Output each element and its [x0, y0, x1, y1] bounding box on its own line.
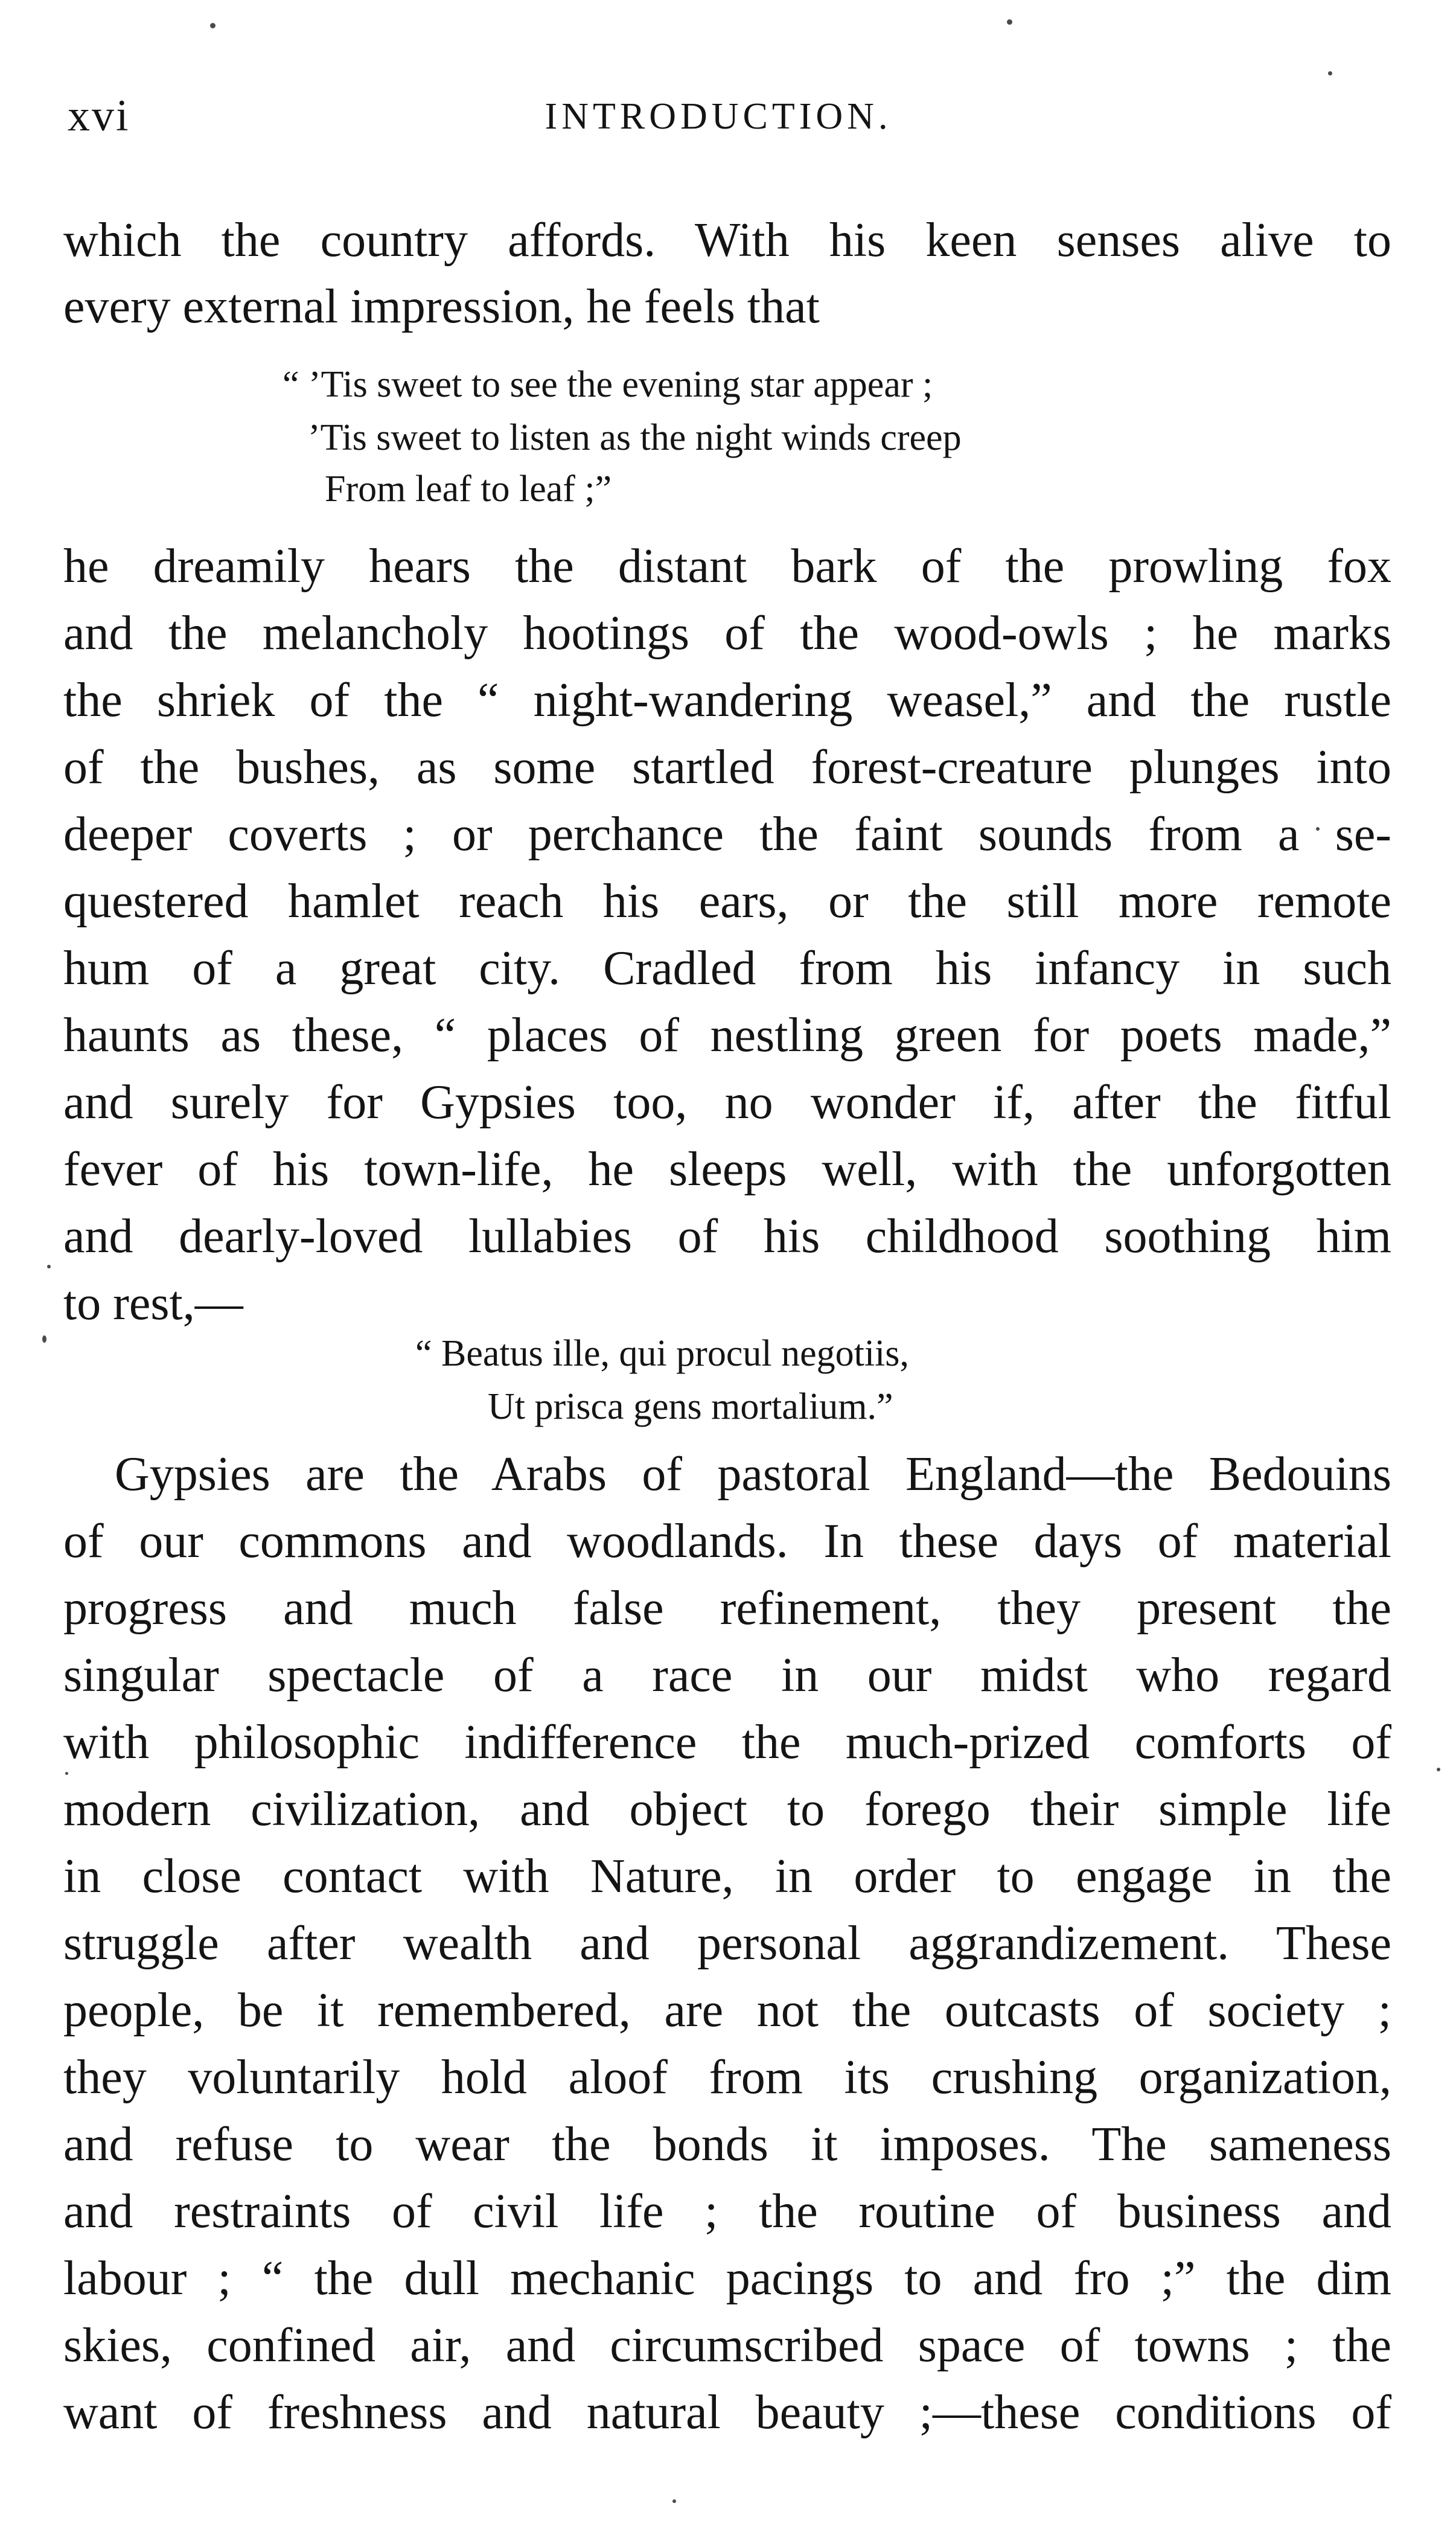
text-line: and dearly-loved lullabies of his childhood soothing him [63, 1210, 1391, 1263]
verse-line: Ut prisca gens mortalium.” [488, 1386, 893, 1427]
text-line: progress and much false refinement, they present the [63, 1582, 1391, 1635]
text-line: in close contact with Nature, in order to engage in the [63, 1850, 1391, 1903]
text-line: labour ; “ the dull mechanic pacings to and fro ;” the dim [63, 2252, 1391, 2305]
text-line: and surely for Gypsies too, no wonder if, after the fitful [63, 1076, 1391, 1129]
verse-line: “ Beatus ille, qui procul negotiis, [415, 1333, 909, 1374]
ink-speck [1007, 19, 1012, 25]
running-header [60, 91, 1376, 151]
text-line: of our commons and woodlands. In these days of material [63, 1515, 1391, 1568]
text-line: of the bushes, as some startled forest-creature plunges into [63, 741, 1391, 794]
text-line: hum of a great city. Cradled from his infancy in such [63, 942, 1391, 995]
text-line: skies, confined air, and circumscribed space of towns ; the [63, 2319, 1391, 2372]
ink-speck [1328, 71, 1332, 75]
verse-line: ’Tis sweet to listen as the night winds creep [308, 417, 962, 458]
ink-speck [1437, 1768, 1440, 1771]
text-line: the shriek of the “ night-wandering weasel,” and the rustle [63, 674, 1391, 727]
ink-speck [672, 2499, 676, 2503]
verse-line: “ ’Tis sweet to see the evening star appear ; [283, 364, 933, 405]
page-number: xvi [68, 91, 130, 141]
text-line: with philosophic indifference the much-prized comforts of [63, 1716, 1391, 1769]
text-line: to rest,— [63, 1277, 243, 1330]
text-line: deeper coverts ; or perchance the faint sounds from a se- [63, 808, 1391, 861]
text-line: want of freshness and natural beauty ;—these conditions of [63, 2386, 1391, 2439]
text-line: singular spectacle of a race in our midst who regard [63, 1649, 1391, 1702]
text-line: Gypsies are the Arabs of pastoral England—the Bedouins [115, 1448, 1391, 1501]
verse-line: From leaf to leaf ;” [325, 468, 612, 510]
text-line: and restraints of civil life ; the routine of business and [63, 2185, 1391, 2238]
text-line: haunts as these, “ places of nestling green for poets made,” [63, 1009, 1391, 1062]
text-line: they voluntarily hold aloof from its crushing organization, [63, 2051, 1391, 2104]
text-line: people, be it remembered, are not the outcasts of society ; [63, 1984, 1391, 2037]
text-line: modern civilization, and object to forego their simple life [63, 1783, 1391, 1836]
ink-speck [47, 1265, 51, 1268]
running-head: INTRODUCTION. [544, 96, 892, 137]
text-line: which the country affords. With his keen senses alive to [63, 214, 1391, 267]
text-line: fever of his town-life, he sleeps well, with the unforgotten [63, 1143, 1391, 1196]
text-line: struggle after wealth and personal aggrandizement. These [63, 1917, 1391, 1970]
text-line: every external impression, he feels that [63, 280, 820, 333]
ink-speck [210, 23, 216, 28]
ink-speck [42, 1335, 46, 1343]
text-line: and the melancholy hootings of the wood-owls ; he marks [63, 607, 1391, 660]
text-line: and refuse to wear the bonds it imposes. The sameness [63, 2118, 1391, 2171]
text-line: he dreamily hears the distant bark of the prowling fox [63, 540, 1391, 593]
text-line: questered hamlet reach his ears, or the still more remote [63, 875, 1391, 928]
